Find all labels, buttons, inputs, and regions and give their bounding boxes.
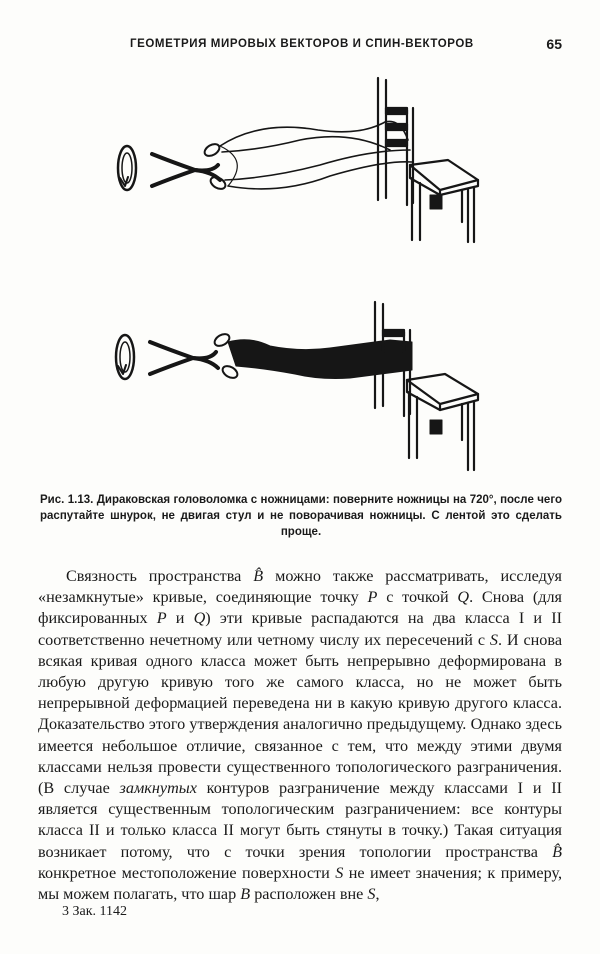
symbol-b-hat: B̂ <box>253 567 264 585</box>
symbol-p: P <box>367 588 378 607</box>
symbol-b-hat: B̂ <box>552 842 562 861</box>
symbol-s: S <box>335 863 344 882</box>
rotation-arrow-top-icon <box>118 146 136 190</box>
symbol-q: Q <box>457 588 470 607</box>
chair-top <box>378 78 478 242</box>
scissors-bottom <box>150 332 239 381</box>
figure-caption-label: Рис. 1.13. <box>40 494 94 506</box>
string-top <box>220 121 412 189</box>
emphasis-closed: замкнутых <box>119 779 197 798</box>
symbol-b: B <box>240 885 251 904</box>
figure-caption-text: Дираковская головоломка с ножницами: поверните ножницы на 720°, после чего распутайте шнурок, не двигая стул и не поворачивая ножницы. С лентой это сделать проще. <box>40 494 562 538</box>
symbol-s: S <box>367 885 376 904</box>
printer-signature-mark: 3 Зак. 1142 <box>62 904 128 919</box>
figure-caption <box>40 492 562 540</box>
page-number: 65 <box>546 36 562 52</box>
chair-bottom <box>375 302 478 470</box>
symbol-p: P <box>156 609 167 628</box>
body-paragraph: Связность пространства B̂ можно также рассматривать, исследуя «незамкнутые» кривые, соединяющие точку P с точкой Q. Снова (для фиксированных P и Q) эти кривые распадаются на два класса I и II соответственно нечетному или четному числу их пересечений с S. И снова всякая кривая одного класса может быть непрерывно деформирована в любую другую кривую того же самого класса, но не может быть непрерывной деформацией переведена ни в какую кривую другого класса. Доказательство этого утверждения аналогично предыдущему. Однако здесь имеется небольшое отличие, связанное с тем, что между этими двумя классами нельзя провести существенного топологического разграничения. (В случае замкнутых контуров разграничение между классами I и II является существенным топологическим разграничением: все контуры класса II и только класса II могут быть стянуты в точку.) Такая ситуация возникает потому, что с точки зрения топологии пространства B̂ конкретное местоположение поверхности S не имеет значения; к примеру, мы можем полагать, что шар B расположен вне S, <box>38 567 563 904</box>
symbol-q: Q <box>193 609 206 628</box>
running-title: ГЕОМЕТРИЯ МИРОВЫХ ВЕКТОРОВ И СПИН-ВЕКТОРОВ <box>130 38 474 50</box>
symbol-s: S <box>489 630 498 649</box>
rotation-arrow-bottom-icon <box>116 335 134 379</box>
scissors-top <box>152 142 227 192</box>
